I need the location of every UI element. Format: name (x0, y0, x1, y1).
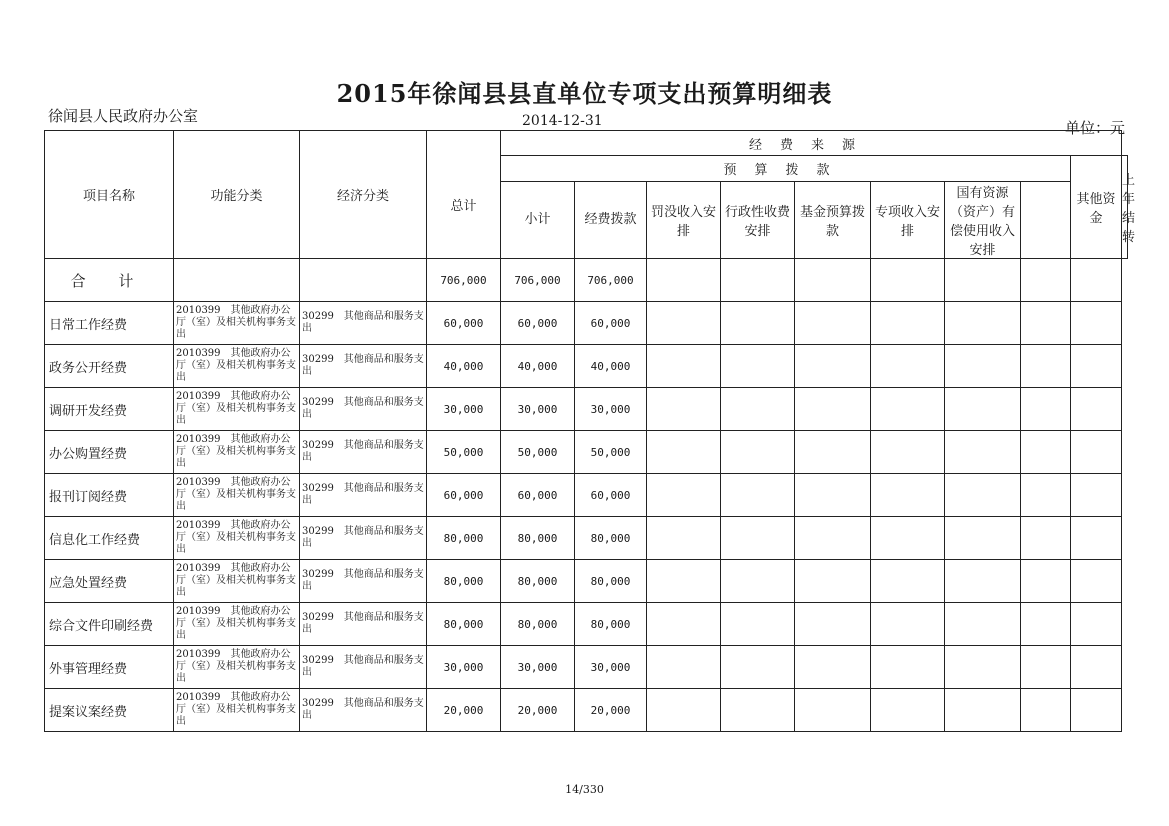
row-subtotal: 40,000 (501, 345, 575, 388)
total-fee: 706,000 (575, 259, 647, 302)
header-fund-source: 经费来源 (501, 131, 1122, 156)
row-total: 60,000 (427, 474, 501, 517)
row-subtotal: 30,000 (501, 646, 575, 689)
project-name: 调研开发经费 (45, 388, 174, 431)
row-fee: 60,000 (575, 474, 647, 517)
function-class: 2010399 其他政府办公厅（室）及相关机构事务支出 (174, 603, 300, 646)
project-name: 综合文件印刷经费 (45, 603, 174, 646)
economic-class: 30299 其他商品和服务支出 (300, 474, 427, 517)
row-total: 80,000 (427, 560, 501, 603)
function-class: 2010399 其他政府办公厅（室）及相关机构事务支出 (174, 517, 300, 560)
economic-class: 30299 其他商品和服务支出 (300, 345, 427, 388)
table-row (45, 603, 1128, 646)
row-subtotal: 80,000 (501, 517, 575, 560)
header-state-assets: 国有资源（资产）有偿使用收入安排 (945, 182, 1021, 259)
header-function-class: 功能分类 (174, 131, 300, 259)
row-subtotal: 80,000 (501, 603, 575, 646)
row-subtotal: 50,000 (501, 431, 575, 474)
currency-unit: 单位：元 (1064, 119, 1125, 137)
table-row (45, 689, 1128, 732)
row-total: 80,000 (427, 603, 501, 646)
function-class: 2010399 其他政府办公厅（室）及相关机构事务支出 (174, 388, 300, 431)
row-fee: 80,000 (575, 603, 647, 646)
function-class: 2010399 其他政府办公厅（室）及相关机构事务支出 (174, 689, 300, 732)
function-class: 2010399 其他政府办公厅（室）及相关机构事务支出 (174, 474, 300, 517)
row-subtotal: 20,000 (501, 689, 575, 732)
row-fee: 80,000 (575, 517, 647, 560)
project-name: 提案议案经费 (45, 689, 174, 732)
header-special-income: 专项收入安排 (871, 182, 945, 259)
project-name: 外事管理经费 (45, 646, 174, 689)
economic-class: 30299 其他商品和服务支出 (300, 517, 427, 560)
function-class: 2010399 其他政府办公厅（室）及相关机构事务支出 (174, 345, 300, 388)
header-carryover: 上年结转 (1122, 156, 1128, 259)
header-total: 总计 (427, 156, 501, 259)
project-name: 办公购置经费 (45, 431, 174, 474)
total-amount: 706,000 (427, 259, 501, 302)
budget-table (44, 130, 1136, 732)
project-name: 日常工作经费 (45, 302, 174, 345)
row-fee: 60,000 (575, 302, 647, 345)
header-fee-allocation: 经费拨款 (575, 182, 647, 259)
row-fee: 80,000 (575, 560, 647, 603)
function-class: 2010399 其他政府办公厅（室）及相关机构事务支出 (174, 560, 300, 603)
table-row (45, 302, 1128, 345)
header-economic-class: 经济分类 (300, 131, 427, 259)
economic-class: 30299 其他商品和服务支出 (300, 646, 427, 689)
row-total: 60,000 (427, 302, 501, 345)
row-total: 80,000 (427, 517, 501, 560)
row-fee: 30,000 (575, 388, 647, 431)
row-subtotal: 30,000 (501, 388, 575, 431)
function-class: 2010399 其他政府办公厅（室）及相关机构事务支出 (174, 302, 300, 345)
project-name: 政务公开经费 (45, 345, 174, 388)
table-row (45, 345, 1128, 388)
total-row (45, 259, 1128, 302)
economic-class: 30299 其他商品和服务支出 (300, 560, 427, 603)
header-subtotal: 小计 (501, 182, 575, 259)
row-fee: 40,000 (575, 345, 647, 388)
row-total: 30,000 (427, 388, 501, 431)
row-total: 50,000 (427, 431, 501, 474)
header-other-funds: 其他资金 (1071, 156, 1122, 259)
function-class: 2010399 其他政府办公厅（室）及相关机构事务支出 (174, 646, 300, 689)
header-confiscation: 罚没收入安排 (647, 182, 721, 259)
row-total: 20,000 (427, 689, 501, 732)
row-subtotal: 60,000 (501, 474, 575, 517)
header-admin-fee: 行政性收费安排 (721, 182, 795, 259)
function-class: 2010399 其他政府办公厅（室）及相关机构事务支出 (174, 431, 300, 474)
row-fee: 20,000 (575, 689, 647, 732)
row-total: 30,000 (427, 646, 501, 689)
project-name: 报刊订阅经费 (45, 474, 174, 517)
economic-class: 30299 其他商品和服务支出 (300, 302, 427, 345)
table-row (45, 560, 1128, 603)
row-fee: 30,000 (575, 646, 647, 689)
table-row (45, 646, 1128, 689)
table-row (45, 431, 1128, 474)
economic-class: 30299 其他商品和服务支出 (300, 689, 427, 732)
header-project-name: 项目名称 (45, 131, 174, 259)
unit-name: 徐闻县人民政府办公室 (48, 107, 199, 125)
page-title: 2015年徐闻县县直单位专项支出预算明细表 (336, 79, 833, 108)
row-subtotal: 80,000 (501, 560, 575, 603)
economic-class: 30299 其他商品和服务支出 (300, 603, 427, 646)
header-fund-budget: 基金预算拨款 (795, 182, 871, 259)
table-row (45, 517, 1128, 560)
total-subtotal: 706,000 (501, 259, 575, 302)
report-date: 2014-12-31 (522, 113, 603, 129)
economic-class: 30299 其他商品和服务支出 (300, 388, 427, 431)
table-row (45, 474, 1128, 517)
economic-class: 30299 其他商品和服务支出 (300, 431, 427, 474)
header-budget-allocation: 预算拨款 (501, 156, 1071, 182)
row-total: 40,000 (427, 345, 501, 388)
project-name: 信息化工作经费 (45, 517, 174, 560)
total-label: 合 计 (45, 259, 174, 302)
row-fee: 50,000 (575, 431, 647, 474)
row-subtotal: 60,000 (501, 302, 575, 345)
table-row (45, 388, 1128, 431)
project-name: 应急处置经费 (45, 560, 174, 603)
table-header (45, 131, 1136, 259)
page-number: 14/330 (565, 783, 604, 796)
